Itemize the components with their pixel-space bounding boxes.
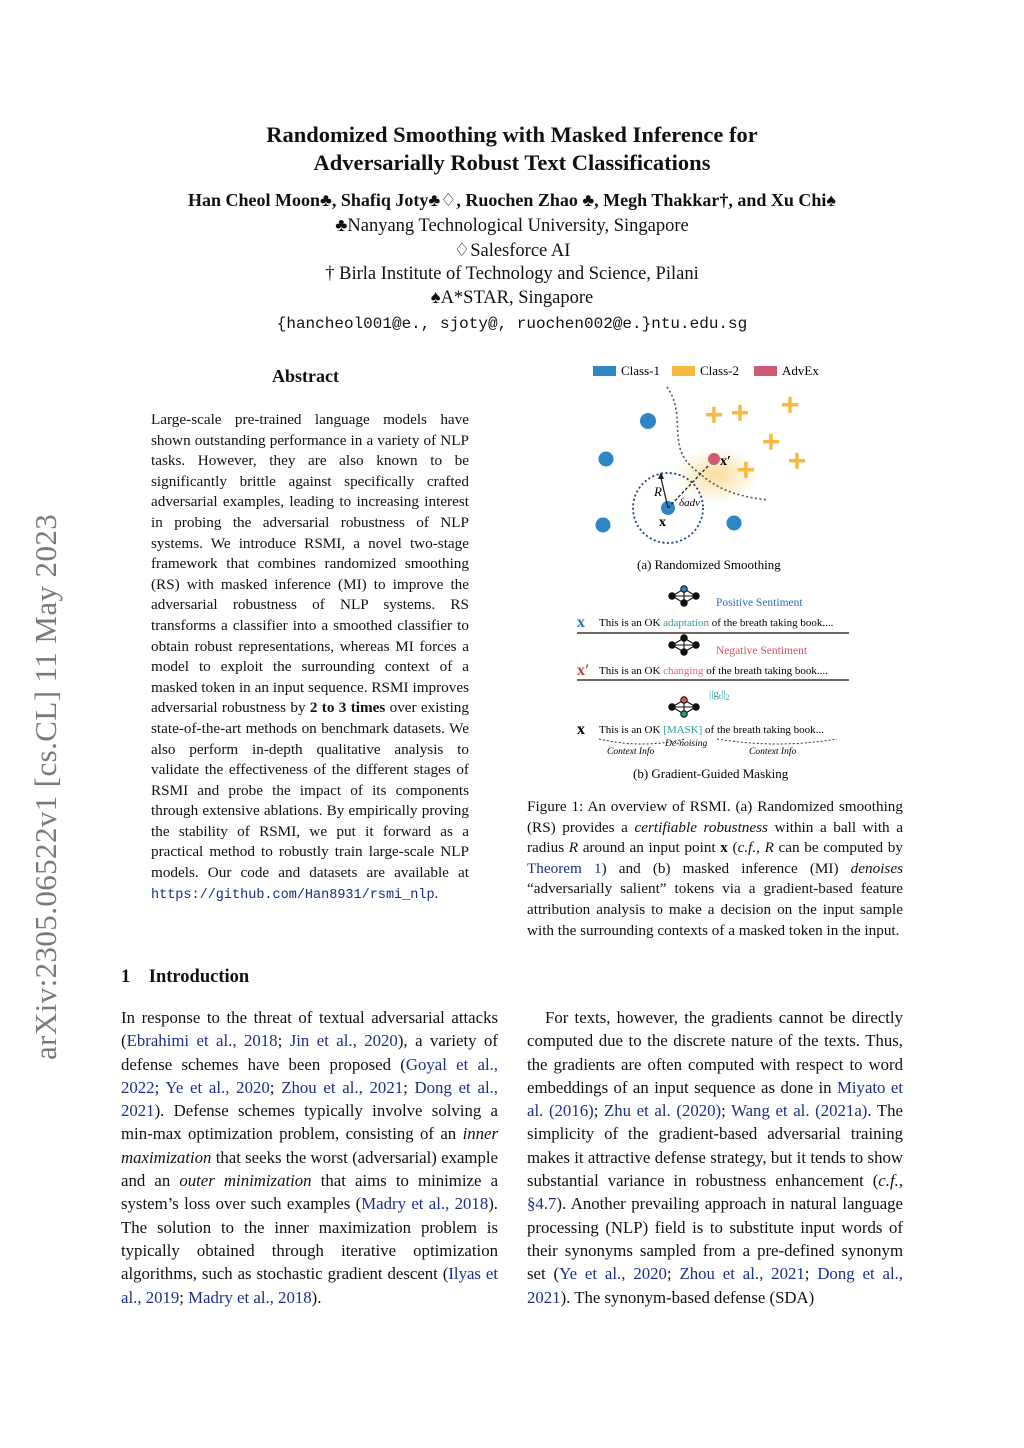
plus-marker — [744, 462, 748, 478]
text: that seeks the worst (adversarial) example and an — [121, 1147, 498, 1191]
text: can be computed by — [773, 839, 903, 857]
legend-swatch-class2 — [672, 366, 695, 376]
plus-marker — [738, 405, 742, 421]
panel-a-caption: (a) Randomized Smoothing — [637, 557, 781, 572]
panel-b-caption: (b) Gradient-Guided Masking — [633, 766, 789, 781]
math-symbol: R — [764, 839, 774, 857]
label-delta: δadv — [679, 497, 700, 509]
sentence-text: of the breath taking book... — [702, 724, 824, 736]
abstract-text-a: Large-scale pre-trained language models have shown outstanding performance in a variety of NLP tasks. However, they are also known to be significantly brittle against specifically crafted adversarial examples, leading to increasing interest in probing the adversarial robustness of NLP systems. We introduce RSMI, a novel two-stage framework that combines randomized smoothing (RS) with masked inference (MI) to improve the adversarial robustness of NLP systems. RS transforms a classifier into a smoothed classifier to obtain robust representations, whereas MI forces a model to exploit the surrounding context of a masked token in an input sequence. RSMI improves adversarial robustness by — [151, 411, 469, 717]
network-icon — [669, 697, 699, 717]
text: . The simplicity of the gradient-based adversarial training makes it attractive defense strategy, but it tends to show substantial variance in robustness enhancement ( — [527, 1101, 903, 1191]
text: ), a variety of defense schemes have been proposed ( — [121, 1031, 498, 1074]
theorem-link[interactable]: Theorem 1 — [527, 859, 602, 877]
intro-paragraph-right — [527, 1006, 903, 1309]
sentence-text: of the breath taking book.... — [703, 665, 828, 677]
label-x: x — [659, 515, 666, 530]
negative-label: Negative Sentiment — [716, 645, 808, 657]
radius-arrowhead — [658, 472, 664, 479]
text: “adversarially salient” tokens via a gradient-based feature attribution analysis to make a decision on the input sample with the surrounding contexts of a masked token in the input. — [527, 880, 903, 939]
panel-b-gradient-guided-masking — [577, 586, 849, 781]
citation-link[interactable]: Ebrahimi et al., 2018 — [126, 1031, 278, 1051]
title-line-1: Randomized Smoothing with Masked Inference for — [266, 122, 758, 147]
context-label-left: Context Info — [607, 747, 655, 757]
mask-token: [MASK] — [663, 724, 703, 736]
text: within a ball with a radius — [527, 818, 903, 857]
row3-variable: x — [577, 721, 585, 738]
legend-label-class1: Class-1 — [621, 363, 660, 378]
legend-label-class2: Class-2 — [700, 363, 739, 378]
label-x-prime: x′ — [720, 454, 731, 469]
emphasis: c.f., — [878, 1171, 903, 1191]
text: that aims to minimize a system’s loss over such examples ( — [121, 1171, 499, 1214]
original-word: adaptation — [663, 617, 709, 629]
emphasis: c.f., — [737, 839, 760, 857]
gradient-norm-label — [709, 688, 730, 702]
text: ; — [804, 1264, 818, 1284]
adversarial-point — [708, 453, 720, 465]
emphasis: denoises — [850, 859, 903, 877]
grad-sup: 2 — [725, 693, 730, 702]
citation-link[interactable]: Dong et al., 2021 — [121, 1077, 498, 1121]
citation-link[interactable]: Ye et al., 2020 — [165, 1077, 270, 1097]
paper-title — [0, 121, 1024, 177]
citation-link[interactable]: Miyato et al. (2016) — [527, 1077, 903, 1121]
text: ). Defense schemes typically involve solving a min-max optimization problem, consisting of an — [121, 1101, 498, 1144]
denoising-label: De-noising — [665, 739, 708, 749]
network-icon — [669, 635, 699, 655]
panel-a-randomized-smoothing — [596, 387, 806, 572]
context-label-right: Context Info — [749, 747, 797, 757]
text: ; — [666, 1264, 680, 1284]
citation-link[interactable]: Zhou et al., 2021 — [679, 1264, 805, 1284]
text: ) and (b) masked inference (MI) — [601, 859, 851, 877]
sentence-text: This is an OK — [599, 665, 664, 677]
citation-link[interactable]: Madry et al., 2018 — [188, 1287, 312, 1307]
intro-paragraph-left — [121, 1006, 498, 1309]
text: around an input point — [578, 839, 721, 857]
emphasis: inner maximization — [121, 1124, 498, 1167]
context-arc-right — [717, 739, 837, 744]
row2-sentence — [599, 665, 828, 677]
text: ). Another prevailing approach in natural language processing (NLP) field is to substitute input words of their synonyms sampled from a pre-defined synonym set ( — [527, 1194, 903, 1284]
citation-link[interactable]: Jin et al., 2020 — [289, 1031, 398, 1051]
figure-1-caption — [527, 797, 903, 941]
class1-point — [640, 413, 656, 429]
class1-point — [596, 518, 611, 533]
abstract-heading: Abstract — [272, 366, 339, 386]
text: For texts, however, the gradients cannot be directly computed due to the discrete nature of the texts. Thus, the gradients are often computed with respect to word embeddings of an input sequence as done in — [527, 1008, 903, 1097]
positive-label: Positive Sentiment — [716, 597, 803, 609]
figure-1 — [527, 355, 907, 785]
grad-norm: ||g — [709, 688, 719, 700]
code-link[interactable]: https://github.com/Han8931/rsmi_nlp — [151, 887, 435, 903]
section-heading-introduction: 1 Introduction — [121, 967, 250, 987]
text: ; — [593, 1101, 604, 1121]
text: Figure 1: An overview of RSMI. (a) Randomized smoothing (RS) provides a — [527, 798, 903, 836]
affiliation-4: ♠A*STAR, Singapore — [430, 288, 594, 308]
sentence-text: This is an OK — [599, 724, 664, 736]
grad-sub: t — [718, 692, 722, 701]
row3-sentence — [599, 724, 824, 736]
abstract-text-b: over existing state-of-the-art methods on benchmark datasets. We also perform in-depth qualitative analysis to validate the effectiveness of the different stages of RSMI and probe the impact of its components through extensive ablations. By empirically proving the stability of RSMI, we put it forward as a practical method to robustly train large-scale NLP models. Our code and datasets are available at — [151, 699, 469, 882]
abstract-end: . — [434, 884, 439, 902]
adversarial-word: changing — [663, 665, 704, 677]
affiliation-1: ♣Nanyang Technological University, Singapore — [335, 216, 689, 236]
citation-link[interactable]: Ilyas et al., 2019 — [121, 1264, 498, 1307]
row2-variable: x′ — [577, 662, 590, 679]
emphasis: certifiable robustness — [634, 818, 768, 836]
label-radius: R — [654, 484, 662, 499]
text: In response to the threat of textual adversarial attacks ( — [121, 1008, 498, 1051]
class1-point — [727, 516, 742, 531]
text: ; — [179, 1287, 189, 1307]
title-line-2: Adversarially Robust Text Classifications — [313, 150, 711, 175]
plus-marker — [788, 397, 792, 413]
text: ; — [277, 1031, 290, 1051]
abstract-body — [151, 410, 469, 906]
plus-marker — [769, 434, 773, 450]
citation-link[interactable]: Zhu et al. (2020) — [604, 1101, 722, 1121]
legend-label-advex: AdvEx — [782, 363, 819, 378]
citation-link[interactable]: Dong et al., 2021 — [527, 1264, 904, 1307]
text: ; — [154, 1077, 166, 1097]
row1-sentence — [599, 617, 834, 629]
text: ). The solution to the inner maximization problem is typically obtained through iterative optimization algorithms, such as stochastic gradient descent ( — [121, 1194, 499, 1284]
figure-legend — [593, 363, 819, 378]
citation-link[interactable]: Goyal et al., 2022 — [121, 1054, 498, 1097]
class1-point — [599, 452, 614, 467]
legend-swatch-advex — [754, 366, 777, 376]
plus-marker — [795, 453, 799, 469]
math-symbol: x — [720, 839, 728, 857]
sentence-text: of the breath taking book.... — [709, 617, 834, 629]
plus-marker — [712, 407, 716, 423]
affiliation-3: † Birla Institute of Technology and Science, Pilani — [325, 264, 699, 284]
legend-swatch-class1 — [593, 366, 616, 376]
citation-link[interactable]: Ye et al., 2020 — [559, 1264, 667, 1284]
author-emails: {hancheol001@e., sjoty@, ruochen002@e.}ntu.edu.sg — [276, 315, 748, 333]
math-symbol: R — [568, 839, 579, 857]
text: ). The synonym-based defense (SDA) — [560, 1287, 815, 1307]
citation-link[interactable]: Wang et al. (2021a) — [731, 1101, 868, 1121]
text: ; — [269, 1077, 282, 1097]
text: ; — [721, 1101, 732, 1121]
text: ). — [311, 1287, 322, 1307]
text: ( — [727, 839, 738, 857]
arxiv-identifier: arXiv:2305.06522v1 [cs.CL] 11 May 2023 — [28, 513, 63, 1060]
affiliation-2: ♢Salesforce AI — [453, 241, 571, 261]
text: ; — [403, 1077, 415, 1097]
grad-end: || — [721, 688, 726, 700]
network-icon — [669, 586, 699, 606]
section-link[interactable]: §4.7 — [527, 1194, 557, 1214]
citation-link[interactable]: Madry et al., 2018 — [361, 1194, 489, 1214]
row1-variable: x — [577, 614, 585, 631]
emphasis: outer minimization — [179, 1171, 312, 1191]
abstract-bold: 2 to 3 times — [309, 699, 386, 717]
citation-link[interactable]: Zhou et al., 2021 — [281, 1077, 404, 1097]
sentence-text: This is an OK — [599, 617, 664, 629]
author-list: Han Cheol Moon♣, Shafiq Joty♣♢, Ruochen Zhao ♣, Megh Thakkar†, and Xu Chi♠ — [188, 190, 836, 210]
